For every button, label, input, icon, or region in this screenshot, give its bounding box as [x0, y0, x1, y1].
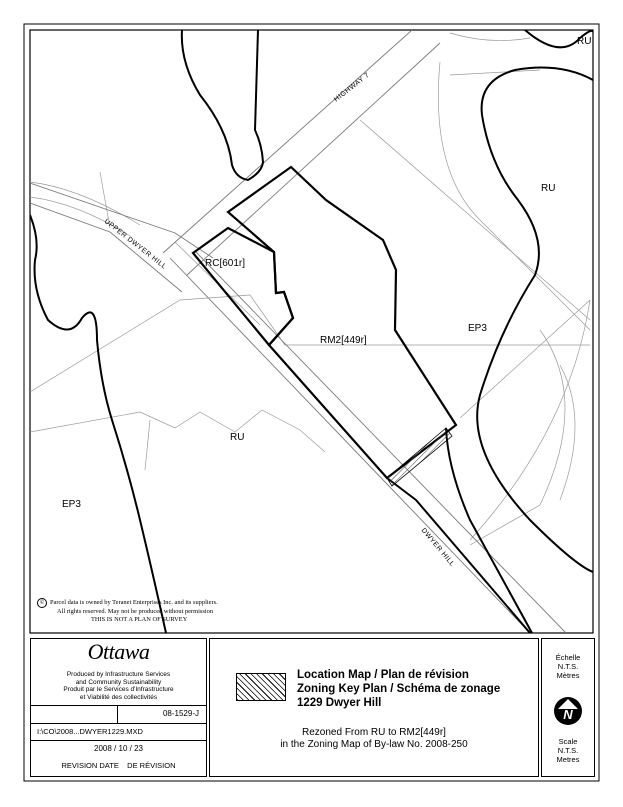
description-block: [210, 727, 538, 751]
copyright-note: [37, 598, 257, 624]
zone-label-ru-center: RU: [230, 432, 245, 443]
scale-top: [542, 653, 594, 680]
metres-bottom-label: Metres: [556, 755, 580, 764]
nts-top-label: N.T.S.: [557, 662, 579, 671]
divider-vertical: [117, 705, 118, 723]
zone-label-ru-top-right: RU: [577, 36, 592, 47]
producer-fr-2: et Viabilité des collectivités: [79, 693, 158, 701]
copyright-icon: ©: [37, 598, 47, 608]
revision-label: REVISION DATE DE RÉVISION: [61, 761, 176, 770]
north-arrow-icon: [553, 696, 583, 726]
road-label-highway-7: HIGHWAY 7: [333, 71, 372, 104]
description-line-1: Rezoned From RU to RM2[449r]: [302, 727, 446, 738]
zone-label-rc: RC[601r]: [205, 258, 246, 269]
producer-panel: [30, 638, 207, 777]
copyright-line-1: Parcel data is owned by Teranet Enterprises Inc. and its suppliers.: [50, 599, 218, 606]
road-label-upper-dwyer-hill: UPPER DWYER HILL: [102, 218, 168, 271]
divider-1: [31, 705, 206, 706]
divider-3: [31, 740, 206, 741]
copyright-line-2: All rights reserved. May not be produced without permission: [57, 608, 214, 615]
ottawa-logo-text: Ottawa: [87, 639, 150, 664]
producer-text: [31, 671, 206, 701]
producer-fr-1: Produit par le Services d'Infrastructure: [63, 686, 174, 693]
scale-bottom: [542, 737, 594, 764]
file-number: 08-1529-J: [162, 709, 199, 718]
divider-2: [31, 723, 206, 724]
scale-panel: [541, 638, 595, 777]
title-block: [297, 668, 500, 710]
north-label: N: [563, 707, 573, 722]
producer-en-2: and Community Sustainability: [75, 678, 162, 686]
revision-date: 2008 / 10 / 23: [94, 744, 143, 753]
legend-hatch-swatch: [236, 673, 286, 701]
zone-label-rm2: RM2[449r]: [320, 335, 367, 346]
zone-label-ep3-left: EP3: [62, 499, 81, 510]
scale-label: Scale: [558, 737, 578, 746]
description-line-2: in the Zoning Map of By-law No. 2008-250: [280, 739, 468, 750]
title-line-1: Location Map / Plan de révision: [297, 669, 469, 681]
copyright-line-3: THIS IS NOT A PLAN OF SURVEY: [91, 616, 188, 623]
ottawa-logo: [31, 639, 206, 665]
parcel-lines: [30, 33, 590, 545]
hatched-strip: [387, 428, 452, 486]
file-path: I:\CO\2008...DWYER1229.MXD: [37, 727, 143, 736]
producer-en-1: Produced by Infrastructure Services: [66, 671, 171, 678]
metres-top-label: Mètres: [556, 671, 580, 680]
echelle-label: Échelle: [555, 653, 581, 662]
road-label-dwyer-hill: DWYER HILL: [419, 527, 456, 569]
zone-label-ru-right: RU: [541, 183, 556, 194]
title-line-3: 1229 Dwyer Hill: [297, 697, 382, 709]
nts-bottom-label: N.T.S.: [557, 746, 579, 755]
title-line-2: Zoning Key Plan / Schéma de zonage: [297, 683, 501, 695]
title-panel: [209, 638, 539, 777]
zone-label-ep3-right: EP3: [468, 323, 487, 334]
